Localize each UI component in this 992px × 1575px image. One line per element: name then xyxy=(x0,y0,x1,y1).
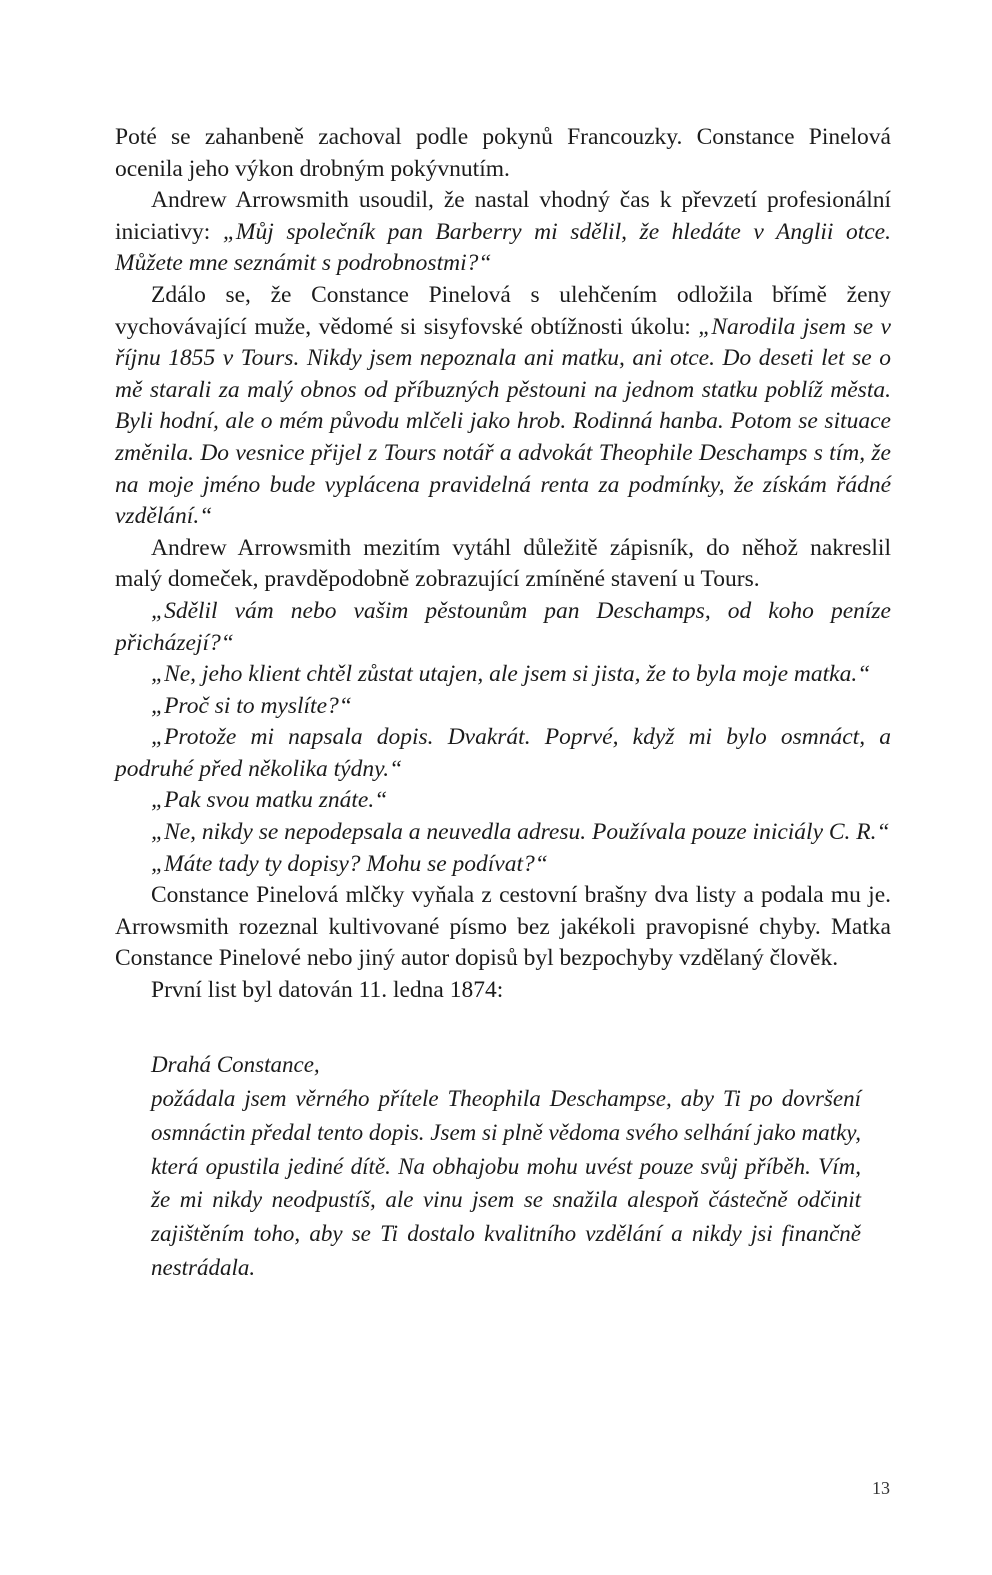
paragraph xyxy=(115,280,891,533)
paragraph xyxy=(115,533,891,596)
narration: Constance Pinelová mlčky vyňala z cestovní brašny dva listy a podala mu je. Arrowsmith rozeznal kultivované písmo bez jakékoli pravopisné chyby. Matka Constance Pinelové nebo jiný autor dopisů byl bezpochyby vzdělaný člověk. xyxy=(115,882,891,972)
narration: Poté se zahanbeně zachoval podle pokynů Francouzky. Constance Pinelová ocenila jeho výkon drobným pokývnutím. xyxy=(115,124,891,182)
paragraph xyxy=(115,817,891,849)
paragraph-list xyxy=(115,122,891,1007)
blank-line xyxy=(115,1007,891,1039)
page-number: 13 xyxy=(872,1478,890,1498)
paragraph xyxy=(115,185,891,280)
paragraph xyxy=(115,691,891,723)
italic-speech: „Máte tady ty dopisy? Mohu se podívat?“ xyxy=(151,850,548,877)
paragraph xyxy=(115,659,891,691)
italic-speech: „Ne, nikdy se nepodepsala a neuvedla adresu. Používala pouze iniciály C. R.“ xyxy=(151,819,890,846)
narration: První list byl datován 11. ledna 1874: xyxy=(151,977,504,1004)
body-text xyxy=(115,122,891,1285)
italic-speech: „Narodila jsem se v říjnu 1855 v Tours. Nikdy jsem nepoznala ani matku, ani otce. Do deseti let se o mě starali za malý obnos od příbuzných pěstouni na jednom statku poblíž města. Byli hodní, ale o mém původu mlčeli jako hrob. Rodinná hanba. Potom se situace změnila. Do vesnice přijel z Tours notář a advokát Theophile Deschamps s tím, že na moje jméno bude vyplácena pravidelná renta za podmínky, že získám řádné vzdělání.“ xyxy=(115,313,891,530)
letter-body: požádala jsem věrného přítele Theophila Deschampse, aby Ti po dovršení osmnáctin předal tento dopis. Jsem si plně vědoma svého selhání jako matky, která opustila jediné dítě. Na obhajobu mohu uvést pouze svůj příběh. Vím, že mi nikdy neodpustíš, ale vinu jsem se snažila alespoň částečně odčinit zajištěním toho, aby se Ti dostalo kvalitního vzdělání a nikdy jsi finančně nestrádala. xyxy=(151,1086,861,1280)
italic-speech: „Můj společník pan Barberry mi sdělil, že hledáte v Anglii otce. Můžete mne seznámit s podrobnostmi?“ xyxy=(115,218,891,277)
italic-speech: „Sdělil vám nebo vašim pěstounům pan Deschamps, od koho peníze přicházejí?“ xyxy=(115,597,891,656)
paragraph xyxy=(115,596,891,659)
paragraph xyxy=(115,122,891,185)
italic-speech: „Protože mi napsala dopis. Dvakrát. Poprvé, když mi bylo osmnáct, a podruhé před několika týdny.“ xyxy=(115,724,891,782)
italic-speech: „Proč si to myslíte?“ xyxy=(151,692,352,719)
paragraph xyxy=(115,849,891,881)
italic-speech: „Pak svou matku znáte.“ xyxy=(151,787,388,814)
paragraph xyxy=(115,975,891,1007)
paragraph xyxy=(115,722,891,785)
narration: Andrew Arrowsmith mezitím vytáhl důležitě zápisník, do něhož nakreslil malý domeček, pravděpodobně zobrazující zmíněné stavení u Tours. xyxy=(115,534,891,593)
paragraph xyxy=(115,785,891,817)
narration: Zdálo se, že Constance Pinelová s ulehčením odložila břímě ženy vychovávající muže, vědomé si sisyfovské obtížnosti úkolu: xyxy=(115,281,891,340)
paragraph xyxy=(115,880,891,975)
letter-salutation: Drahá Constance, xyxy=(151,1052,320,1078)
letter-block xyxy=(115,1048,891,1285)
narration: Andrew Arrowsmith usoudil, že nastal vhodný čas k převzetí profesionální iniciativy: xyxy=(115,187,891,245)
italic-speech: „Ne, jeho klient chtěl zůstat utajen, ale jsem si jista, že to byla moje matka.“ xyxy=(151,661,871,688)
